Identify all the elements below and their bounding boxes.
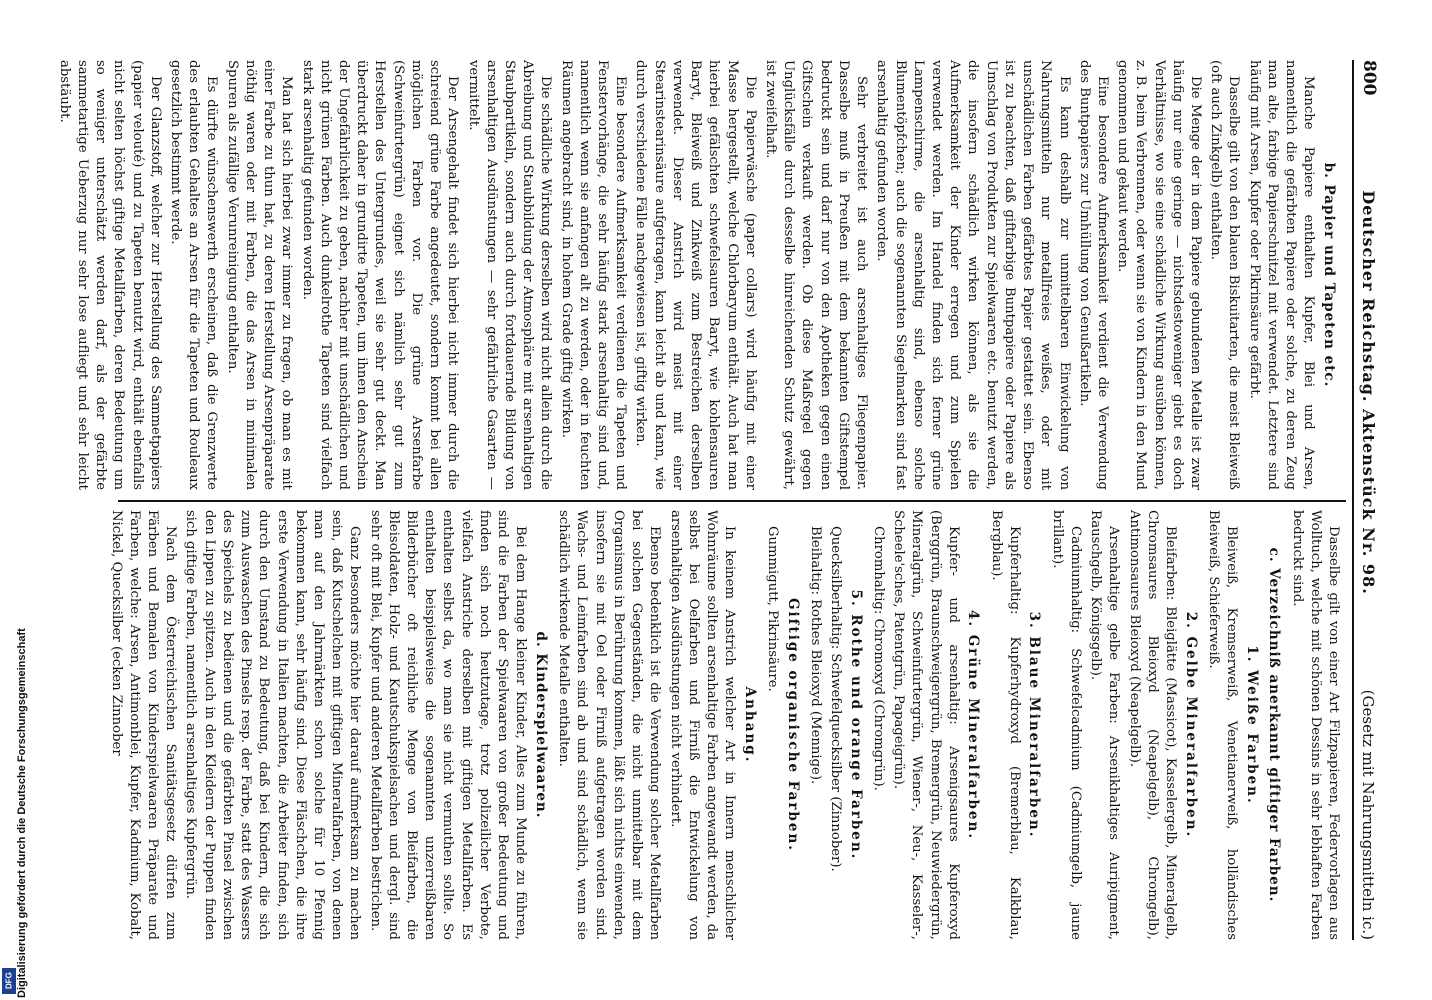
dfg-logo: DFG xyxy=(2,968,16,994)
paragraph: Die schädliche Wirkung derselben wird nicht allein durch die Abreibung und Staubbildung der Atmosphäre mit arsenhaltigen Staubpartikeln, sondern auch durch fortdauernde Bildung von arsenhaltigen Ausdünstungen — sehr gefährliche Gasarten — vermittelt. xyxy=(465,60,554,490)
list-heading: Giftige organische Farben. xyxy=(784,598,801,852)
list-text: Bleihaltig: Rothes Bleioxyd (Mennige). xyxy=(807,526,823,785)
page-subtitle: (Gesetz mit Nahrungsmitteln ic.) xyxy=(1359,689,1378,940)
list-text: Chromhaltig: Chromoxyd (Chromgrün). xyxy=(870,526,886,791)
left-column xyxy=(56,60,1342,490)
paragraph: Die Menge der in dem Papiere gebundenen Metalle ist zwar häufig nur eine geringe — nichtsdestoweniger giebt es doch Verhältnisse, wo sie eine schädliche Wirkung ausüben können, z. B. beim Verbrennen, oder wenn sie von Kindern in den Mund genommen und gekaut werden. xyxy=(1115,60,1204,490)
paragraph: Sehr verbreitet ist auch arsenhaltiges Fliegenpapier. Dasselbe muß in Preußen mit dem bekannten Giftstempel bedruckt sein und darf nur von den Apotheken gegen einen Giftschein verkauft werden. Ob diese Maßregel gegen Unglücksfälle durch desselbe hinreichenden Schutz gewährt, ist zweifelhaft. xyxy=(763,60,870,490)
list-text: Arsenhaltige gelbe Farben: Arsenikhaltiges Auripigment, Rauschgelb, Königsgelb). xyxy=(1088,510,1122,940)
paragraph: Der Glanzstoff, welcher zur Herstellung des Sammetpapiers (papier velouté) und zu Tapeten benutzt wird, enthält ebenfalls nicht selten höchst giftige Metallfarben, deren Bedeutung um so weniger unterschätzt werden darf, als der gefärbte sammetartige Ueberzug nur sehr lose aufliegt und sehr leicht abstäubt. xyxy=(56,60,163,490)
paragraph: Dasselbe gilt von den blauen Biskuitarten, die meist Bleiweiß (oft auch Zinkgelb) enthalten. xyxy=(1208,60,1242,490)
paragraph: Eine besondere Aufmerksamkeit verdienen die Tapeten und Fenstervorhänge, die sehr häufig stark arsenhaltig sind und, namentlich wenn sie anfangen alt zu werden, oder in feuchten Räumen angebracht sind, in hohem Grade giftig wirken. xyxy=(558,60,629,490)
credit-text: Digitalisierung gefördert durch die Deutsche Forschungsgemeinschaft xyxy=(16,628,28,998)
paragraph: In keinem Anstrich welcher Art in Innern menschlicher Wohnräume sollten arsenhaltige Farben angewandt werden, da selbst bei Oelfarben und Firniß die Entwickelung von arsenhaltigen Ausdünstungen nicht verhindert. xyxy=(667,510,738,940)
list-heading: 2. Gelbe Mineralfarben. xyxy=(1182,611,1199,839)
paragraph: Eine besondere Aufmerksamkeit verdient die Verwendung des Buntpapiers zur Umhüllung von Genußartikeln. xyxy=(1076,60,1110,490)
paragraph: Ebenso bedenklich ist die Verwendung solcher Metallfarben bei solchen Gegenständen, die nicht unmittelbar mit dem Organismus in Berührung kommen, läßt sich nichts einwenden, insofern sie mit Oel oder Firniß aufgetragen worden sind. Wachs- und Leimfarben sind ab und sind schädlich, wenn sie schädlich wirkende Metalle enthalten. xyxy=(556,510,663,940)
list-heading: 1. Weiße Farben. xyxy=(1243,645,1260,805)
page-number: 800 xyxy=(1358,60,1379,96)
paragraph: Ganz besonders möchte hier darauf aufmerksam zu machen sein, daß Kutschelchen mit giftigen Mineralfarben, von denen man auf den Jahrmärkten schon solche für 10 Pfennig bekommen kann, sehr häufig sind. Diese Fläschchen, die ihre erste Verwendung in Italien machten, die Arbeiter finden, sich durch den Umstand zu Bedeutung, daß bei Kindern, die sich zum Auswaschen des Pinsels resp. der Farbe, statt des Wassers des Speichels zu bedienen und die gefärbten Pinsel zwischen den Lippen zu spitzen. Auch in den Kleidern der Puppen finden sich giftige Farben, namentlich arsenhaltiges Kupfergrün. xyxy=(183,510,363,940)
paragraph: Man hat sich hierbei zwar immer zu fragen, ob man es mit einer Farbe zu thun hat, zu deren Herstellung Arsenpräparate nöthig waren oder mit Farben, die das Arsen in minimalen Spuren als zufällige Verunreinigung enthalten. xyxy=(224,60,295,490)
paragraph: Manche Papiere enthalten Kupfer, Blei und Arsen, namentlich die gefärbten Papiere oder solche, zu deren Zeug man alte, farbige Papierschnitzel mit verwendet. Letztere sind häufig mit Arsen, Kupfer oder Pikrinsäure gefärbt. xyxy=(1246,60,1317,490)
list-text: Bleiweiß, Kremserweiß, Venetianerweiß, holländisches Bleiweiß, Schieferweiß. xyxy=(1205,510,1240,940)
paragraph: Bei dem Hange kleiner Kinder, Alles zum Munde zu führen, sind die Farben der Spielwaaren von großer Bedeutung und finden sich noch heutzutage, trotz polizeilicher Verbote, vielfach Anstriche derselben mit giftigen Metallfarben. Es enthalten selbst da, wo man sie nicht vermuthen sollte. So enthalten beispielsweise die sogenannten unzerreißbaren Bilderbücher oft reichliche Menge von Bleifarben, die Bleisoldaten, Holz- und Kautschukspielsachen und dergl. sind sehr oft mit Blei, Kupfer und anderen Metallfarben bestrichen. xyxy=(367,510,529,940)
list-heading: 4. Grüne Mineralfarben. xyxy=(965,609,982,841)
paragraph: Dasselbe gilt von einer Art Filzpapieren, Federvorlagen aus Wolltuch, welche mit schönen Dessins in sehr lebhaften Farben bedruckt sind. xyxy=(1289,510,1341,940)
paragraph: Es kann deshalb zur unmittelbaren Einwickelung von Nahrungsmitteln nur metallfreies weißes, oder mit unschädlichen Farben gefärbtes Papier gestattet sein. Ebenso ist zu beachten, daß giftfarbige Buntpapiere oder Papiere als Umschlag von Produkten zur Spielwaaren etc. benutzt werden, die insofern schädlich wirken können, als sie die Aufmerksamkeit der Kinder erregen und zum Spielen verwendet werden. Im Handel finden sich ferner grüne Lampenschirme, die arsenhaltig sind, ebenso solche Blumentöpfchen; auch die sogenannten Siegelmarken sind fast arsenhaltig gefunden worden. xyxy=(874,60,1072,490)
paragraph: Es dürfte wünschenswerth erscheinen, daß die Grenzwerte des erlaubten Gehaltes an Arsen für die Tapeten und Rouleaux gesetzlich bestimmt werde. xyxy=(168,60,220,490)
anhang-heading: Anhang. xyxy=(741,686,758,764)
list-heading: 3. Blaue Mineralfarben. xyxy=(1026,611,1043,839)
list-heading: 5. Rothe und orange Farben. xyxy=(847,589,864,861)
digitization-credit xyxy=(4,608,28,998)
paragraph: Der Arsengehalt findet sich hierbei nicht immer durch die schreiend grüne Farbe angedeutet, sondern kommt bei allen möglichen Farben vor. Die grüne Arsenfarbe (Schweinfurtergrün) eignet sich nämlich sehr gut zum Herstellen des Untergrundes, weil sie sehr gut deckt. Man überdruckt daher in grundirte Tapeten, um ihnen den Anschein der Ungefährlichkeit zu geben, nachher mit unschädlichen und nicht grünen Farben. Auch dunkelrothe Tapeten sind vielfach stark arsenhaltig gefunden worden. xyxy=(299,60,461,490)
right-column xyxy=(108,510,1342,940)
list-text: Bleifarben: Bleiglätte (Massicot), Kasselergelb, Mineralgelb, Chromsaures Bleioxyd (Neapelgelb), Chromgelb), Antimonsaures Bleioxyd (Neapelgelb). xyxy=(1126,510,1179,940)
list-text: Cadmiumhaltig: Schwefelcadmium (Cadmiumgelb, jaune brillant). xyxy=(1049,510,1083,940)
page-title: Deutscher Reichstag. Aktenstück Nr. 98. xyxy=(1359,190,1379,595)
section-heading-c: c. Verzeichniß anerkannt giftiger Farben. xyxy=(1266,547,1283,903)
column-divider xyxy=(118,500,1346,502)
list-text: Gummigutt, Pikrinsäure. xyxy=(765,526,781,692)
list-text: Kupfer- und arsenhaltig: Arsenigsaures Kupferoxyd (Berggrün, Braunschweigergrün, Bremergrün, Neuwiedergrün, Mineralgrün, Schweinfurtergrün, Wiener-, Neu-, Kasseler-, Scheele'sches, Patentgrün, Papageigrün). xyxy=(891,510,961,940)
section-heading-d: d. Kinderspielwaaren. xyxy=(533,631,549,819)
list-text: Quecksilberhaltig: Schwefelquecksilber (Zinnober). xyxy=(828,526,844,872)
paragraph: Nach dem Österreichischen Sanitätsgesetz dürfen zum Färben und Bemalen von Kinderspielwaaren Präparate und Farben, welche: Arsen, Antimonblei, Kupfer, Kadmium, Kobalt, Nickel, Quecksilber (ecken Zinnober xyxy=(108,510,179,940)
list-text: Kupferhaltig: Kupferhydroxyd (Bremerblau, Kalkblau, Bergblau). xyxy=(988,510,1022,940)
document-page xyxy=(56,40,1382,960)
paragraph: Die Papierwäsche (paper collars) wird häufig mit einer Masse hergestellt, welche Chlorbaryum enthält. Auch hat man hierbei gefälschten schwefelsauren Baryt, wie kohlensauren Baryt, Bleiweiß und Zinkweiß zum Bestreichen derselben verwendet. Dieser Anstrich wird meist mit einer Stearinstearinsäure aufgetragen, kann leicht ab und kann, wie durch verschiedene Fälle nachgewiesen ist, giftig wirken. xyxy=(633,60,758,490)
running-head xyxy=(1352,60,1382,940)
section-heading-b: b. Papier und Tapeten etc. xyxy=(1321,162,1337,388)
